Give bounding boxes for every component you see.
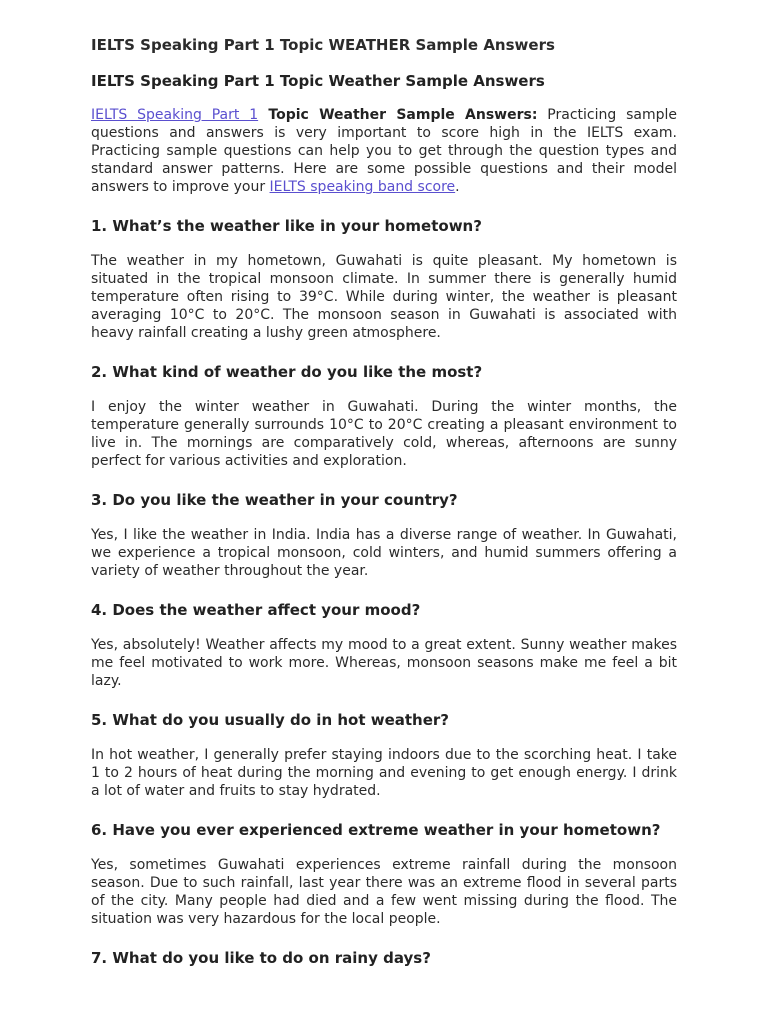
question-4: 4. Does the weather affect your mood? (91, 601, 421, 619)
band-score-link[interactable]: IELTS speaking band score (269, 179, 456, 195)
answer-5: In hot weather, I generally prefer staying indoors due to the scorching heat. I take 1 to 2 hours of heat during the morning and evening to get enough energy. I drink a lot of water and fruits to stay hydrated. (91, 747, 677, 799)
article-heading: IELTS Speaking Part 1 Topic Weather Sample Answers (91, 72, 545, 90)
question-1: 1. What’s the weather like in your hometown? (91, 217, 482, 235)
intro-body-text: Practicing sample questions and answers is very important to score high in the IELTS exam. Practicing sample questions can help you to get through the question types and standard answer patterns. Here are some possible questions and their model answers to improve your (91, 107, 677, 195)
question-5: 5. What do you usually do in hot weather? (91, 711, 449, 729)
document-title: IELTS Speaking Part 1 Topic WEATHER Sample Answers (91, 36, 555, 54)
question-2: 2. What kind of weather do you like the most? (91, 363, 483, 381)
question-3: 3. Do you like the weather in your country? (91, 491, 458, 509)
question-6: 6. Have you ever experienced extreme weather in your hometown? (91, 821, 661, 839)
answer-3: Yes, I like the weather in India. India has a diverse range of weather. In Guwahati, we experience a tropical monsoon, cold winters, and humid summers offering a variety of weather throughout the year. (91, 527, 677, 579)
question-7: 7. What do you like to do on rainy days? (91, 949, 431, 967)
intro-bold-label: Topic Weather Sample Answers: (258, 107, 538, 123)
answer-4: Yes, absolutely! Weather affects my mood to a great extent. Sunny weather makes me feel motivated to work more. Whereas, monsoon seasons make me feel a bit lazy. (91, 637, 677, 689)
intro-paragraph (91, 106, 677, 196)
ielts-speaking-part-1-link[interactable]: IELTS Speaking Part 1 (91, 107, 259, 123)
answer-1: The weather in my hometown, Guwahati is quite pleasant. My hometown is situated in the tropical monsoon climate. In summer there is generally humid temperature often rising to 39°C. While during winter, the weather is pleasant averaging 10°C to 20°C. The monsoon season in Guwahati is associated with heavy rainfall creating a lushy green atmosphere. (91, 253, 677, 341)
intro-end-text: . (455, 179, 460, 195)
answer-2: I enjoy the winter weather in Guwahati. During the winter months, the temperature generally surrounds 10°C to 20°C creating a pleasant environment to live in. The mornings are comparatively cold, whereas, afternoons are sunny perfect for various activities and exploration. (91, 399, 677, 469)
document-content (91, 36, 677, 967)
answer-6: Yes, sometimes Guwahati experiences extreme rainfall during the monsoon season. Due to such rainfall, last year there was an extreme flood in several parts of the city. Many people had died and a few went missing during the flood. The situation was very hazardous for the local people. (91, 857, 677, 927)
